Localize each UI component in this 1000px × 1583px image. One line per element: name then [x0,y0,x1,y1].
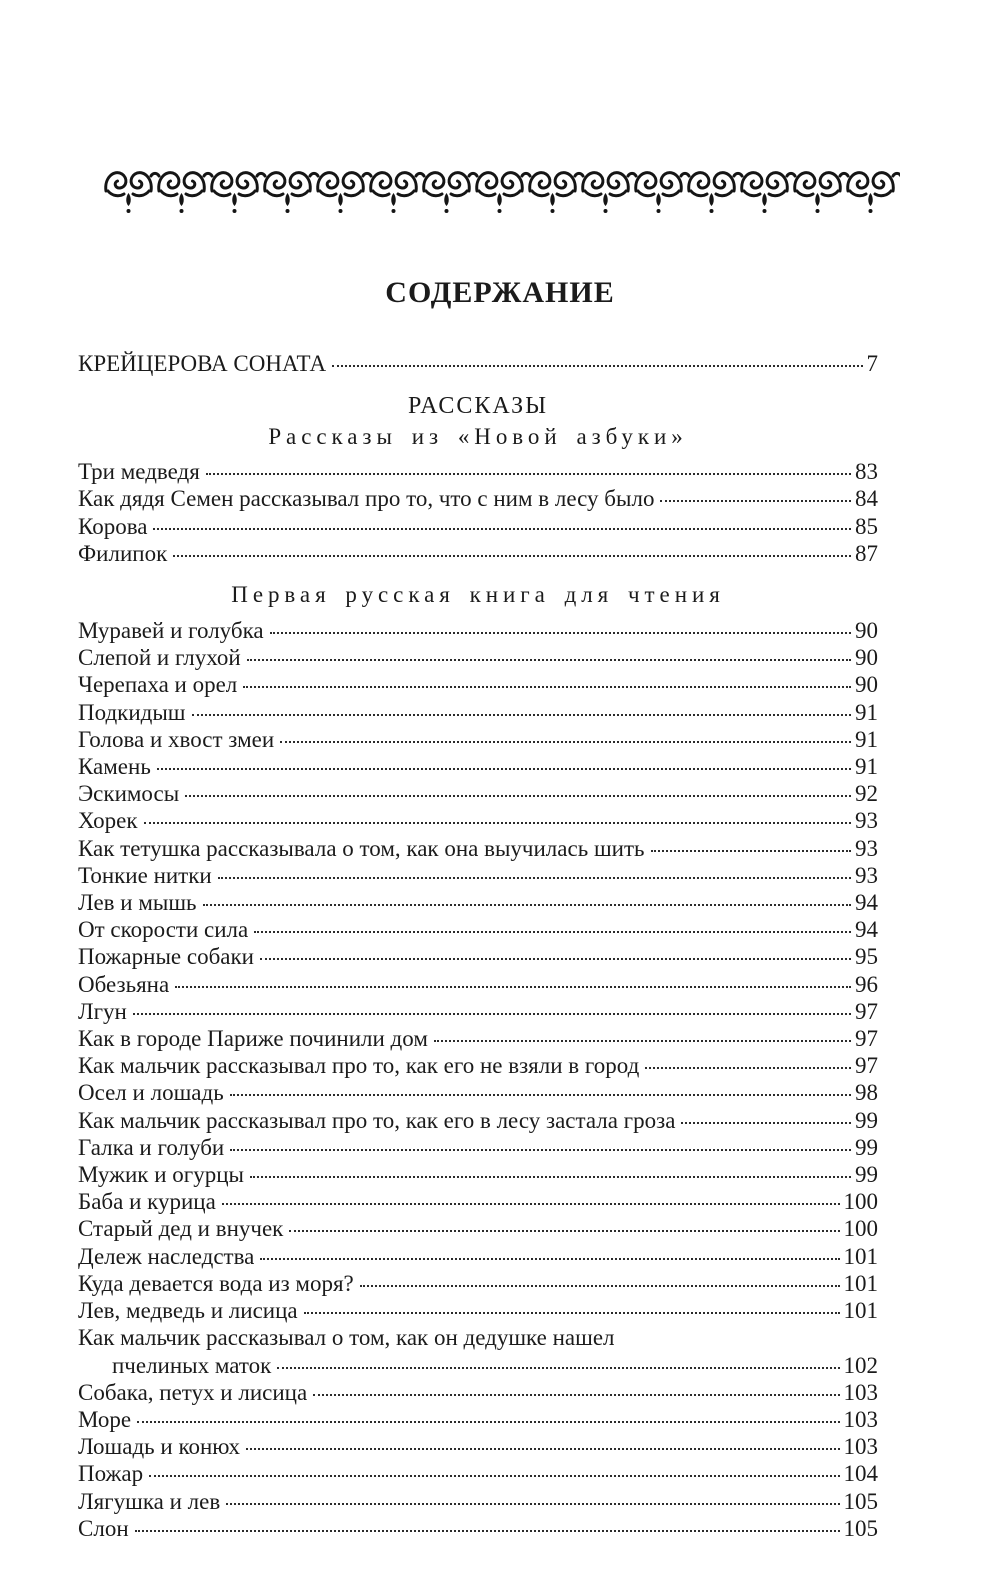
toc-entry-page: 94 [855,917,878,943]
toc-entry-title: От скорости сила [78,917,249,943]
leader-dots [289,1230,839,1232]
toc-entry [78,916,878,943]
section-heading-pervaya-kniga: Первая русская книга для чтения [231,582,725,608]
leader-dots [185,795,851,797]
toc-entry [78,835,878,862]
toc-entry-title: Тонкие нитки [78,862,212,888]
leader-dots [206,473,851,475]
leader-dots [230,1149,851,1151]
toc-entry [78,807,878,834]
toc-entry-title: Лгун [78,998,127,1024]
leader-dots [157,768,851,770]
toc-entry-title: Муравей и голубка [78,618,264,644]
toc-entry-title: Как в городе Париже починили дом [78,1026,428,1052]
toc-entry-title: Море [78,1406,132,1432]
toc-entry-title: пчелиных маток [112,1352,272,1378]
toc-entry [78,726,878,753]
toc-entry [78,540,878,567]
leader-dots [133,1013,851,1015]
toc-entry [78,971,878,998]
toc-entry-page: 94 [855,890,878,916]
toc-entry-page: 93 [855,835,878,861]
leader-dots [280,741,851,743]
leader-dots [434,1040,851,1042]
toc-list-novaya-azbuka [78,458,878,567]
toc-list-pervaya-kniga [78,617,878,1542]
toc-entry-title: Собака, петух и лисица [78,1379,308,1405]
toc-entry [78,644,878,671]
toc-entry-page: 84 [855,486,878,512]
toc-entry-page: 91 [855,754,878,780]
toc-entry [78,617,878,644]
table-of-contents [78,350,878,1542]
toc-entry-page: 90 [855,672,878,698]
toc-entry-page: 7 [866,351,878,376]
leader-dots [660,500,851,502]
toc-entry-page: 92 [855,781,878,807]
toc-entry-page: 83 [855,459,878,485]
toc-entry-title: Лев и мышь [78,890,197,916]
leader-dots [250,1176,851,1178]
leader-dots [222,1203,840,1205]
toc-entry-page: 85 [855,513,878,539]
toc-entry-page: 97 [855,1026,878,1052]
toc-entry-page: 87 [855,540,878,566]
toc-entry [78,699,878,726]
leader-dots [192,714,852,716]
toc-entry [78,1406,878,1433]
leader-dots [175,986,851,988]
toc-entry [78,1515,878,1542]
toc-entry [78,1188,878,1215]
leader-dots [260,958,851,960]
toc-entry-title: Обезьяна [78,971,170,997]
toc-entry [78,485,878,512]
leader-dots [246,1448,839,1450]
leader-dots [230,1094,851,1096]
toc-entry-page: 97 [855,998,878,1024]
toc-entry [78,1352,878,1379]
toc-entry [78,862,878,889]
toc-entry-title: Старый дед и внучек [78,1216,284,1242]
leader-dots [270,632,851,634]
toc-entry-title: Пожар [78,1461,144,1487]
toc-entry [78,458,878,485]
toc-entry [78,998,878,1025]
leader-dots [153,528,851,530]
toc-entry-page: 105 [843,1515,878,1541]
toc-entry [78,1215,878,1242]
toc-entry-title: Корова [78,513,148,539]
toc-entry [78,1379,878,1406]
toc-entry-page: 97 [855,1053,878,1079]
leader-dots [651,850,852,852]
toc-entry [78,1107,878,1134]
toc-entry-title: Галка и голуби [78,1134,225,1160]
toc-entry-page: 90 [855,645,878,671]
toc-entry-page: 101 [843,1298,878,1324]
toc-entry-title: Как мальчик рассказывал о том, как он дедушке нашел [78,1325,615,1351]
toc-entry-page: 95 [855,944,878,970]
toc-entry [78,1025,878,1052]
leader-dots [137,1421,839,1423]
toc-entry-page: 99 [855,1162,878,1188]
toc-entry-page: 102 [843,1352,878,1378]
leader-dots [247,659,851,661]
toc-entry-title: Филипок [78,540,168,566]
leader-dots [645,1067,851,1069]
toc-entry-title: Пожарные собаки [78,944,254,970]
toc-entry-title: Дележ наследства [78,1243,255,1269]
ornament-border-icon [100,166,900,214]
toc-entry [78,1161,878,1188]
toc-entry-title: Три медведя [78,459,200,485]
toc-entry-title: Черепаха и орел [78,672,238,698]
leader-dots [254,931,851,933]
leader-dots [144,822,851,824]
toc-entry-page: 105 [843,1488,878,1514]
toc-entry [78,1433,878,1460]
toc-entry-page: 100 [843,1189,878,1215]
toc-entry [78,943,878,970]
toc-entry-title: Как тетушка рассказывала о том, как она выучилась шить [78,835,645,861]
toc-entry-page: 93 [855,808,878,834]
toc-entry-title: Хорек [78,808,138,834]
leader-dots [135,1530,840,1532]
toc-entry [78,1052,878,1079]
toc-entry [78,1243,878,1270]
leader-dots [203,904,851,906]
toc-entry [78,513,878,540]
leader-dots [243,686,851,688]
toc-entry-page: 93 [855,862,878,888]
toc-entry [78,1134,878,1161]
leader-dots [149,1475,839,1477]
toc-entry-title: Баба и курица [78,1189,216,1215]
toc-entry [78,671,878,698]
toc-entry [78,1488,878,1515]
toc-entry-page: 91 [855,699,878,725]
toc-entry-page: 101 [843,1270,878,1296]
toc-entry-page: 98 [855,1080,878,1106]
leader-dots [313,1394,839,1396]
toc-entry-page: 100 [843,1216,878,1242]
toc-entry-title: Как мальчик рассказывал про то, как его не взяли в город [78,1053,640,1079]
toc-entry [78,780,878,807]
toc-entry-page: 103 [843,1379,878,1405]
leader-dots [332,365,862,367]
toc-entry-title: Лягушка и лев [78,1488,221,1514]
leader-dots [218,877,851,879]
toc-entry-title: Подкидыш [78,699,186,725]
toc-entry-title: Как дядя Семен рассказывал про то, что с ним в лесу было [78,486,655,512]
leader-dots [681,1122,851,1124]
toc-entry-page: 103 [843,1434,878,1460]
leader-dots [304,1312,840,1314]
toc-entry-title: Слон [78,1515,129,1541]
leader-dots [260,1258,839,1260]
toc-entry [78,350,878,377]
toc-entry [78,889,878,916]
toc-entry-page: 101 [843,1243,878,1269]
section-heading-rasskazy: РАССКАЗЫ [407,393,549,420]
toc-entry-page: 91 [855,726,878,752]
toc-entry-page: 104 [843,1461,878,1487]
leader-dots [226,1503,839,1505]
toc-entry [78,1324,878,1351]
toc-entry-title: КРЕЙЦЕРОВА СОНАТА [78,351,327,376]
toc-entry-page: 99 [855,1107,878,1133]
toc-entry-title: Мужик и огурцы [78,1162,244,1188]
toc-entry-title: Слепой и глухой [78,645,241,671]
page-title: СОДЕРЖАНИЕ [385,276,615,309]
toc-entry-title: Камень [78,754,151,780]
toc-entry-page: 96 [855,971,878,997]
toc-entry-title: Осел и лошадь [78,1080,224,1106]
toc-entry-page: 90 [855,618,878,644]
toc-entry [78,1270,878,1297]
toc-entry [78,753,878,780]
leader-dots [360,1285,840,1287]
toc-main-list [78,350,878,377]
toc-entry-title: Лошадь и конюх [78,1434,241,1460]
toc-entry [78,1460,878,1487]
toc-entry [78,1297,878,1324]
toc-entry-title: Куда девается вода из моря? [78,1270,354,1296]
leader-dots [277,1367,839,1369]
toc-entry-title: Лев, медведь и лисица [78,1298,298,1324]
leader-dots [173,555,851,557]
toc-entry-title: Голова и хвост змеи [78,726,275,752]
toc-entry-title: Как мальчик рассказывал про то, как его в лесу застала гроза [78,1107,676,1133]
toc-entry-title: Эскимосы [78,781,180,807]
toc-entry-page: 99 [855,1134,878,1160]
toc-entry [78,1079,878,1106]
section-heading-novaya-azbuka: Рассказы из «Новой азбуки» [268,424,688,450]
toc-entry-page: 103 [843,1406,878,1432]
